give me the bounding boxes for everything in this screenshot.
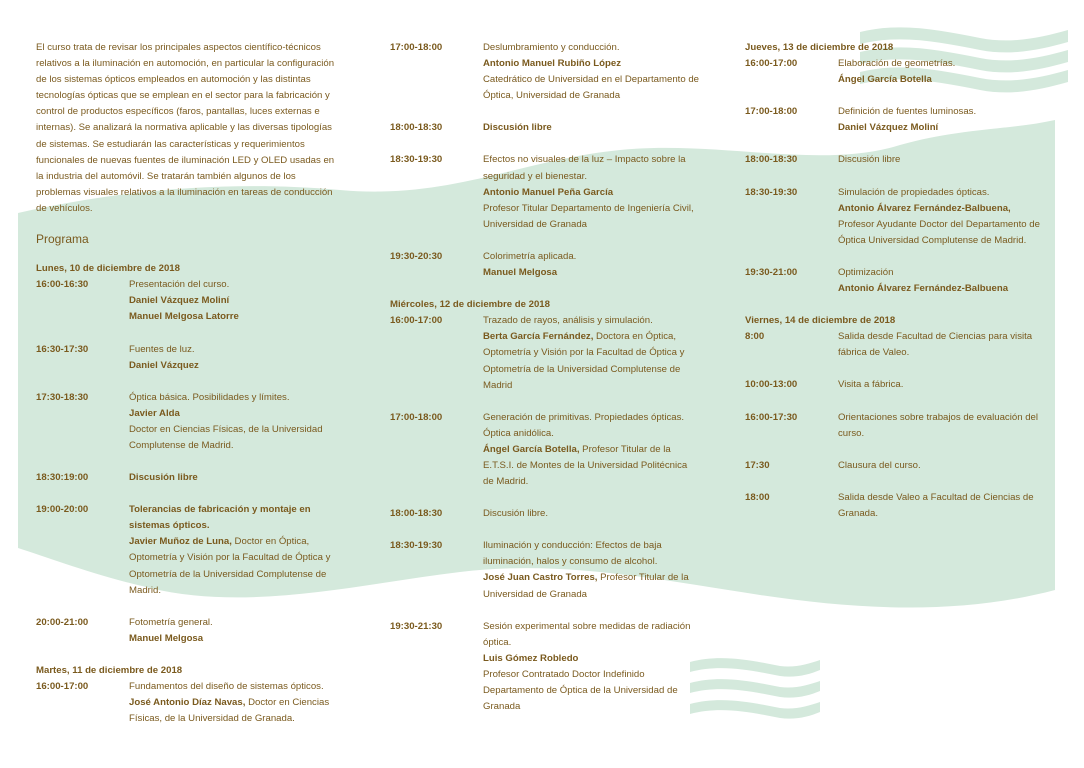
column-left bbox=[36, 40, 341, 743]
entry-title: Colorimetría aplicada. bbox=[483, 250, 577, 262]
entry-description bbox=[838, 490, 1055, 522]
entry-title: Sesión experimental sobre medidas de radiación óptica. bbox=[483, 620, 691, 648]
schedule-entry bbox=[745, 152, 1055, 168]
entry-title: Salida desde Facultad de Ciencias para visita fábrica de Valeo. bbox=[838, 331, 1033, 359]
entry-title: Fundamentos del diseño de sistemas ópticos. bbox=[129, 681, 324, 692]
entry-description bbox=[838, 410, 1055, 442]
schedule-entry bbox=[390, 410, 700, 490]
entry-title: Visita a fábrica. bbox=[838, 379, 904, 391]
entry-speaker: Luis Gómez Robledo bbox=[483, 652, 579, 664]
entry-title: Iluminación y conducción: Efectos de baja iluminación, halos y consumo de alcohol. bbox=[483, 540, 662, 568]
entry-time: 8:00 bbox=[745, 331, 765, 343]
entry-description bbox=[838, 104, 1055, 136]
entry-title: Salida desde Valeo a Facultad de Ciencias de Granada. bbox=[838, 491, 1034, 519]
entry-speaker: José Antonio Díaz Navas, bbox=[129, 697, 246, 709]
programa-heading: Programa bbox=[36, 232, 89, 247]
schedule-entry bbox=[36, 470, 341, 486]
entry-time: 16:00-17:00 bbox=[745, 58, 798, 70]
entry-speaker-role: Profesor Contratado Doctor Indefinido Departamento de Óptica de la Universidad de Granada bbox=[483, 668, 678, 713]
bottom-wave-2 bbox=[690, 679, 820, 697]
entry-description bbox=[129, 277, 341, 325]
column-right bbox=[745, 40, 1055, 538]
entry-title: Deslumbramiento y conducción. bbox=[483, 42, 620, 53]
entry-description bbox=[838, 265, 1055, 297]
schedule-entry bbox=[745, 329, 1055, 361]
schedule-entry bbox=[36, 390, 341, 454]
schedule-entry bbox=[390, 249, 700, 281]
entry-speaker: Javier Alda bbox=[129, 407, 180, 419]
entry-time: 19:00-20:00 bbox=[36, 504, 89, 516]
entry-description bbox=[483, 120, 700, 136]
entry-time: 18:30:19:00 bbox=[36, 472, 89, 484]
entry-speaker-line bbox=[129, 631, 341, 647]
entry-time: 17:30-18:30 bbox=[36, 391, 89, 403]
entry-speaker-line bbox=[129, 293, 341, 309]
entry-title: Tolerancias de fabricación y montaje en sistemas ópticos. bbox=[129, 504, 311, 532]
entry-speaker: José Juan Castro Torres, bbox=[483, 572, 598, 584]
entry-description bbox=[129, 390, 341, 454]
entry-speaker: Manuel Melgosa bbox=[483, 267, 558, 279]
entry-description bbox=[483, 538, 700, 602]
schedule-entry bbox=[36, 502, 341, 599]
entry-speaker-line bbox=[483, 570, 700, 602]
intro-paragraph: El curso trata de revisar los principales aspectos científico-técnicos relativos a la iluminación en automoción, en particular la configuración de los sistemas ópticos empleados en automoción y las distintas tecnologías ópticas que se emplean en el sector para la fabricación y control de productos específicos (faros, pantallas, luces externas e internas). Se analizará la normativa aplicable y las diversas tipologías de sistemas. Se estudiarán las características y requerimientos funcionales de nuevas fuentes de iluminación LED y OLED usadas en la industria del automóvil. Se tratarán también algunos de los problemas visuales relativos a la iluminación en tareas de conducción de vehículos. bbox=[36, 42, 335, 214]
entry-time: 18:00-18:30 bbox=[390, 122, 443, 134]
entry-speaker: Antonio Manuel Rubiño López bbox=[483, 58, 622, 70]
entry-description bbox=[838, 56, 1055, 88]
entry-speaker-line bbox=[838, 281, 1055, 297]
entry-time: 16:00-16:30 bbox=[36, 279, 89, 291]
schedule-entry bbox=[390, 40, 700, 104]
entry-time: 17:00-18:00 bbox=[390, 42, 443, 53]
entry-time: 18:30-19:30 bbox=[745, 186, 798, 198]
schedule-entry bbox=[36, 342, 341, 374]
bottom-wave-3 bbox=[690, 700, 820, 718]
entry-title: Trazado de rayos, análisis y simulación. bbox=[483, 315, 653, 327]
entry-time: 16:00-17:00 bbox=[36, 681, 89, 692]
entry-description bbox=[129, 615, 341, 647]
entry-speaker: Daniel Vázquez bbox=[129, 359, 199, 371]
entry-title: Optimización bbox=[838, 266, 894, 278]
schedule-entry bbox=[36, 679, 341, 727]
entry-description bbox=[838, 185, 1055, 249]
entry-title: Discusión libre bbox=[838, 154, 901, 166]
entry-speaker: Daniel Vázquez Moliní bbox=[129, 295, 230, 307]
entry-description bbox=[483, 152, 700, 232]
entry-speaker-line bbox=[483, 651, 700, 667]
entry-speaker-role: Profesor Titular Departamento de Ingeniería Civil, Universidad de Granada bbox=[483, 202, 694, 230]
entry-description bbox=[483, 619, 700, 716]
entry-description bbox=[838, 377, 1055, 393]
schedule-martes-cont bbox=[390, 40, 700, 281]
schedule-lunes bbox=[36, 277, 341, 647]
entry-description bbox=[129, 342, 341, 374]
day-header-lunes: Lunes, 10 de diciembre de 2018 bbox=[36, 263, 180, 275]
entry-speaker-line bbox=[483, 329, 700, 393]
entry-time: 16:30-17:30 bbox=[36, 343, 89, 355]
entry-speaker-line bbox=[483, 265, 700, 281]
entry-speaker-line bbox=[483, 56, 700, 72]
entry-speaker: Antonio Álvarez Fernández-Balbuena bbox=[838, 283, 1009, 295]
entry-speaker-line bbox=[838, 201, 1055, 217]
day-header-martes: Martes, 11 de diciembre de 2018 bbox=[36, 664, 183, 676]
schedule-miercoles bbox=[390, 313, 700, 715]
entry-speaker: Manuel Melgosa bbox=[129, 632, 204, 644]
entry-description bbox=[129, 679, 341, 727]
entry-description bbox=[483, 313, 700, 393]
entry-speaker-line bbox=[838, 120, 1055, 136]
entry-speaker-line bbox=[483, 185, 700, 201]
entry-speaker: Ángel García Botella, bbox=[483, 443, 580, 455]
entry-time: 19:30-21:30 bbox=[390, 620, 443, 632]
entry-speaker: Daniel Vázquez Moliní bbox=[838, 122, 939, 134]
entry-time: 18:00-18:30 bbox=[390, 508, 443, 520]
entry-time: 18:00-18:30 bbox=[745, 154, 798, 166]
entry-time: 19:30-20:30 bbox=[390, 250, 443, 262]
entry-time: 19:30-21:00 bbox=[745, 266, 798, 278]
entry-speaker-line bbox=[129, 695, 341, 727]
entry-description bbox=[129, 470, 341, 486]
entry-time: 16:00-17:00 bbox=[390, 315, 443, 327]
schedule-entry bbox=[390, 506, 700, 522]
entry-speaker-line bbox=[483, 442, 700, 490]
entry-speaker-role: Catedrático de Universidad en el Departamento de Óptica, Universidad de Granada bbox=[483, 74, 699, 102]
entry-time: 18:30-19:30 bbox=[390, 154, 443, 166]
entry-title: Discusión libre bbox=[129, 472, 198, 484]
schedule-entry bbox=[745, 458, 1055, 474]
entry-title: Presentación del curso. bbox=[129, 279, 230, 291]
schedule-jueves bbox=[745, 56, 1055, 297]
schedule-entry bbox=[36, 615, 341, 647]
entry-speaker-line bbox=[838, 72, 1055, 88]
entry-title: Efectos no visuales de la luz – Impacto sobre la seguridad y el bienestar. bbox=[483, 154, 686, 182]
entry-title: Clausura del curso. bbox=[838, 459, 921, 471]
entry-speaker: Berta García Fernández, bbox=[483, 331, 594, 343]
entry-title: Fuentes de luz. bbox=[129, 343, 195, 355]
schedule-entry bbox=[745, 56, 1055, 88]
entry-speaker-role: Doctora en Óptica, Optometría y Visión por la Facultad de Óptica y Optometría de la Universidad Complutense de Madrid bbox=[483, 331, 685, 391]
schedule-entry bbox=[390, 538, 700, 602]
entry-speaker-role: Manuel Melgosa Latorre bbox=[129, 311, 239, 323]
entry-speaker-role: Doctor en Óptica, Optometría y Visión por la Facultad de Óptica y Optometría de la Universidad Complutense de Madrid. bbox=[129, 536, 331, 596]
entry-title: Simulación de propiedades ópticas. bbox=[838, 186, 990, 198]
schedule-entry bbox=[390, 313, 700, 393]
entry-title: Definición de fuentes luminosas. bbox=[838, 106, 977, 118]
entry-speaker-line bbox=[129, 406, 341, 422]
bottom-wave-1 bbox=[690, 658, 820, 676]
schedule-entry bbox=[745, 490, 1055, 522]
entry-speaker: Javier Muñoz de Luna, bbox=[129, 536, 232, 548]
entry-description bbox=[129, 502, 341, 599]
entry-title: Orientaciones sobre trabajos de evaluación del curso. bbox=[838, 411, 1038, 439]
entry-speaker-line bbox=[129, 534, 341, 598]
entry-description bbox=[483, 410, 700, 490]
entry-time: 17:00-18:00 bbox=[745, 106, 798, 118]
schedule-entry bbox=[745, 265, 1055, 297]
entry-speaker-role: Doctor en Ciencias Físicas, de la Universidad de Granada. bbox=[129, 697, 330, 725]
entry-time: 17:00-18:00 bbox=[390, 411, 443, 423]
entry-speaker-role: Doctor en Ciencias Físicas, de la Universidad Complutense de Madrid. bbox=[129, 423, 323, 451]
entry-title: Discusión libre. bbox=[483, 508, 549, 520]
schedule-entry bbox=[745, 185, 1055, 249]
entry-speaker: Ángel García Botella bbox=[838, 74, 932, 86]
entry-description bbox=[838, 152, 1055, 168]
schedule-martes bbox=[36, 679, 341, 727]
entry-title: Discusión libre bbox=[483, 122, 552, 134]
entry-description bbox=[483, 506, 700, 522]
entry-time: 17:30 bbox=[745, 459, 770, 471]
entry-time: 18:00 bbox=[745, 491, 770, 503]
entry-title: Elaboración de geometrías. bbox=[838, 58, 956, 70]
entry-description bbox=[483, 40, 700, 104]
entry-speaker: Antonio Manuel Peña García bbox=[483, 186, 614, 198]
day-header-jueves: Jueves, 13 de diciembre de 2018 bbox=[745, 42, 894, 53]
day-header-miercoles: Miércoles, 12 de diciembre de 2018 bbox=[390, 299, 550, 311]
schedule-viernes bbox=[745, 329, 1055, 522]
entry-speaker-line bbox=[129, 358, 341, 374]
column-middle bbox=[390, 40, 700, 731]
entry-speaker-role: Profesor Titular de la E.T.S.I. de Montes de la Universidad Politécnica de Madrid. bbox=[483, 443, 688, 488]
schedule-entry bbox=[745, 104, 1055, 136]
entry-time: 18:30-19:30 bbox=[390, 540, 443, 552]
day-header-viernes: Viernes, 14 de diciembre de 2018 bbox=[745, 315, 896, 327]
entry-speaker-role: Profesor Titular de la Universidad de Granada bbox=[483, 572, 689, 600]
schedule-entry bbox=[390, 120, 700, 136]
entry-title: Generación de primitivas. Propiedades ópticas. Óptica anidólica. bbox=[483, 411, 685, 439]
entry-description bbox=[483, 249, 700, 281]
entry-description bbox=[838, 458, 1055, 474]
entry-time: 20:00-21:00 bbox=[36, 616, 89, 628]
schedule-entry bbox=[36, 277, 341, 325]
entry-title: Óptica básica. Posibilidades y límites. bbox=[129, 391, 290, 403]
entry-description bbox=[838, 329, 1055, 361]
schedule-entry bbox=[390, 619, 700, 716]
entry-time: 16:00-17:30 bbox=[745, 411, 798, 423]
entry-speaker-role: Profesor Ayudante Doctor del Departamento de Óptica Universidad Complutense de Madrid. bbox=[838, 218, 1040, 246]
entry-speaker: Antonio Álvarez Fernández-Balbuena, bbox=[838, 202, 1011, 214]
schedule-entry bbox=[745, 410, 1055, 442]
schedule-entry bbox=[390, 152, 700, 232]
entry-time: 10:00-13:00 bbox=[745, 379, 798, 391]
entry-title: Fotometría general. bbox=[129, 616, 213, 628]
schedule-entry bbox=[745, 377, 1055, 393]
